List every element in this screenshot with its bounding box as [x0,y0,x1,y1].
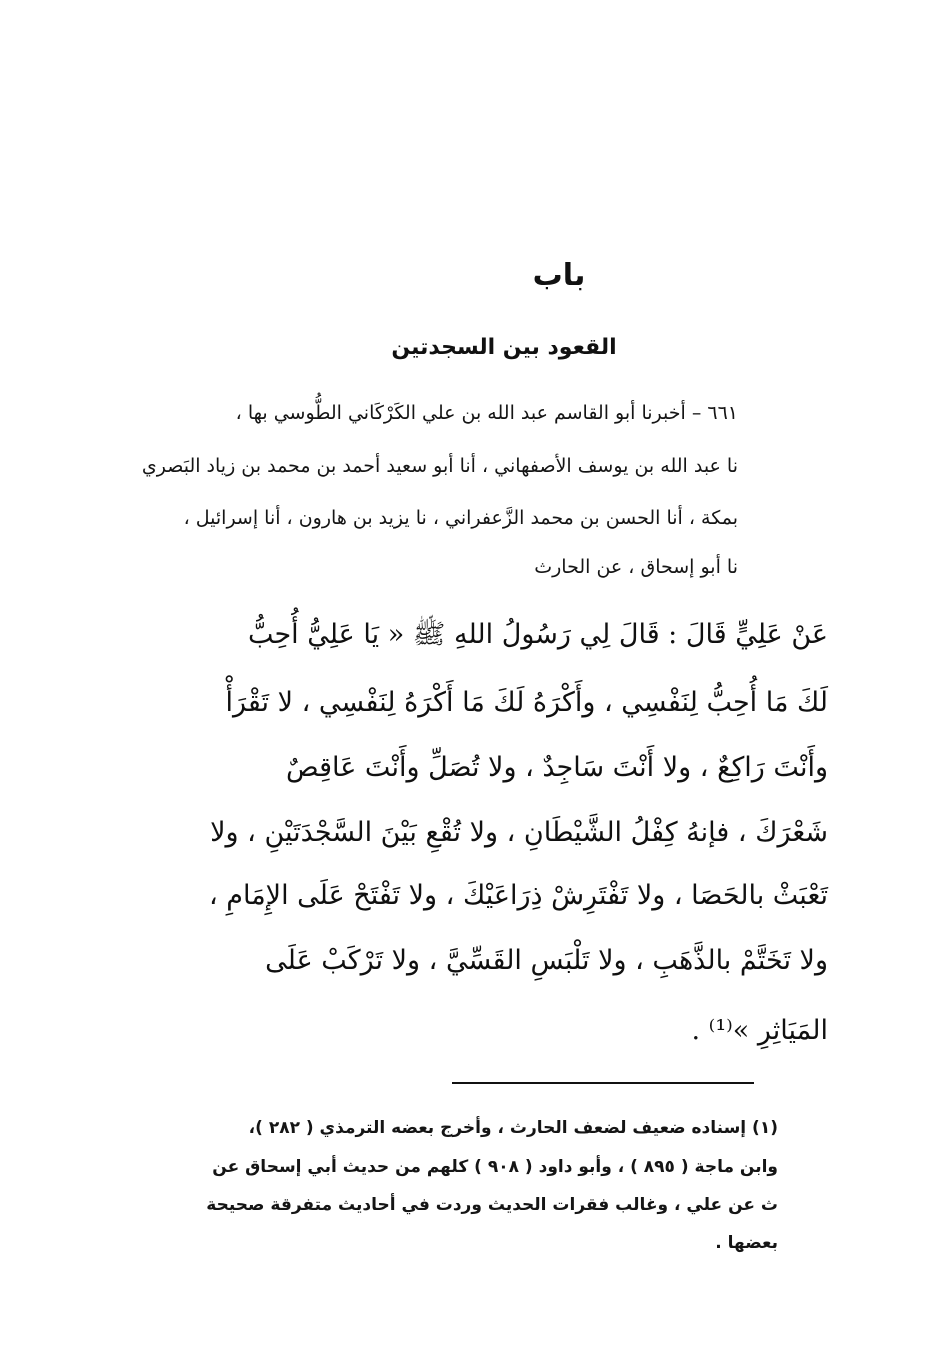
hadith-line: شَعْرَكَ ، فإنهُ كِفْلُ الشَّيْطَانِ ، ولا تُقْعِ بَيْنَ السَّجْدَتَيْنِ ، ولا [210,817,828,848]
footnote-line: ث عن علي ، وغالب فقرات الحديث وردت في أحاديث متفرقة صحيحة [206,1195,778,1215]
hadith-line: عَنْ عَلِيٍّ قَالَ : قَالَ لِي رَسُولُ اللهِ ﷺ « يَا عَلِيُّ أُحِبُّ [247,619,828,650]
isnad-line: نا أبو إسحاق ، عن الحارث [534,556,738,578]
hadith-line: تَعْبَثْ بالحَصَا ، ولا تَفْتَرِشْ ذِرَاعَيْكَ ، ولا تَفْتَحْ عَلَى الإِمَامِ ، [208,880,828,911]
hadith-line: ولا تَخَتَّمْ بالذَّهَبِ ، ولا تَلْبَسِ القَسِّيَّ ، ولا تَرْكَبْ عَلَى [265,945,828,976]
footnote-line: بعضها . [715,1233,778,1253]
footnote-divider [452,1082,754,1084]
footnote-line: وابن ماجة ( ٨٩٥ ) ، وأبو داود ( ٩٠٨ ) كلهم من حديث أبي إسحاق عن [212,1157,778,1177]
chapter-title: القعود بين السجدتين [391,335,617,360]
chapter-heading: باب [532,258,586,293]
hadith-line: وأَنْتَ رَاكِعٌ ، ولا أَنْتَ سَاجِدٌ ، ولا تُصَلِّ وأَنْتَ عَاقِصٌ [286,752,828,783]
isnad-line: بمكة ، أنا الحسن بن محمد الزَّعفراني ، نا يزيد بن هارون ، أنا إسرائيل ، [183,507,738,529]
isnad-line: نا عبد الله بن يوسف الأصفهاني ، أنا أبو سعيد أحمد بن محمد بن زياد البَصري [141,455,738,477]
footnote-line: (١) إسناده ضعيف لضعف الحارث ، وأخرج بعضه الترمذي ( ٢٨٢ )، [248,1118,778,1138]
isnad-line: ٦٦١ – أخبرنا أبو القاسم عبد الله بن علي الكَرْكَاني الطُّوسي بها ، [235,402,738,424]
hadith-line: المَيَاثِرِ »⁽¹⁾ . [691,1015,828,1046]
hadith-line: لَكَ مَا أُحِبُّ لِنَفْسِي ، وأَكْرَهُ لَكَ مَا أَكْرَهُ لِنَفْسِي ، لا تَقْرَأْ [225,687,828,718]
